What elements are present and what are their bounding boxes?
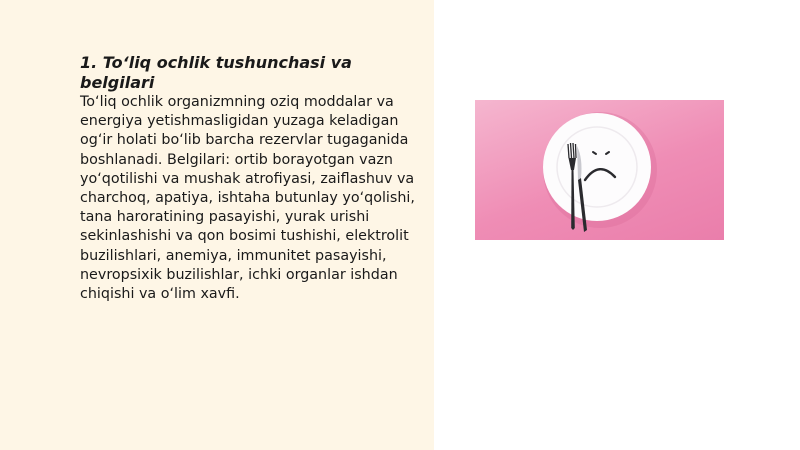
slide-body-text: To‘liq ochlik organizmning oziq moddalar va energiya yetishmasligidan yuzaga keladigan og‘ir holati bo‘lib barcha rezervlar tugaganida boshlanadi. Belgilari: ortib borayotgan vazn yo‘qotilishi va mushak atrofiyasi, zaiflashuv va charchoq, apatiya, ishtaha butunlay yo‘qolishi, tana haroratining pasayishi, yurak urishi sekinlashishi va qon bosimi tushishi, elektrolit buzilishlari, anemiya, immunitet pasayishi, nevropsixik buzilishlar, ichki organlar ishdan chiqishi va o‘lim xavfi.	[80, 94, 415, 303]
plate	[543, 113, 651, 221]
slide-title: 1. To‘liq ochlik tushunchasi va belgilari	[80, 53, 352, 92]
empty-plate-image	[475, 100, 724, 240]
sad-plate-illustration	[475, 100, 724, 240]
